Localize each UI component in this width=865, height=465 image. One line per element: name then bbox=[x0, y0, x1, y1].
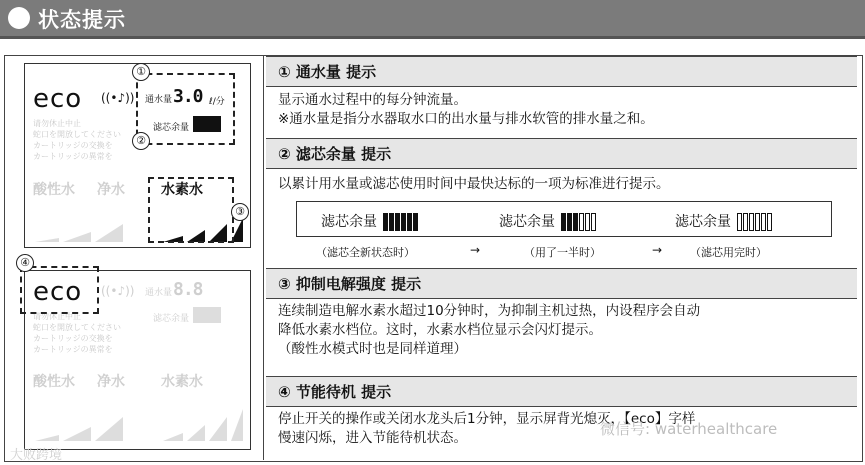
flow-label: 通水量 bbox=[145, 288, 173, 298]
filter-label: 滤芯余量 bbox=[153, 123, 190, 133]
sound-wave-icon: ((•♪)) bbox=[101, 91, 135, 105]
mode-pure-label: 净水 bbox=[97, 182, 125, 198]
flow-value: 3.0 bbox=[173, 86, 203, 107]
sound-wave-icon: ((•♪)) bbox=[101, 284, 135, 298]
section-2-title: ② 滤芯余量 提示 bbox=[278, 145, 392, 163]
filter-bar-segment bbox=[573, 213, 578, 231]
caption-empty: （滤芯用完时） bbox=[690, 246, 767, 259]
mode-hydrogen-label: 水素水 bbox=[161, 182, 203, 198]
header-bullet-icon bbox=[8, 7, 30, 29]
filter-bar-segment bbox=[395, 213, 400, 231]
arrow-icon: → bbox=[470, 243, 481, 257]
filter-bar-segment bbox=[743, 213, 748, 231]
section-3-title-bar bbox=[266, 268, 857, 299]
callout-4: ④ bbox=[16, 254, 34, 272]
section-2-body: 以累计用水量或滤芯使用时间中最快达标的一项为标准进行提示。 bbox=[278, 176, 670, 192]
callout-box-eco bbox=[20, 266, 99, 314]
filter-bar-segment bbox=[761, 213, 766, 231]
section-1-title-bar bbox=[266, 56, 857, 87]
section-1-body: 显示通水过程中的每分钟流量。 ※通水量是指分水器取水口的出水量与排水软管的排水量之和。 bbox=[278, 92, 654, 127]
section-4-body: 停止开关的操作或关闭水龙头后1分钟，显示屏背光熄灭，【eco】字样 慢速闪烁，进入节能待机状态。 bbox=[278, 411, 696, 446]
mode-pure-label: 净水 bbox=[97, 374, 125, 390]
filter-state-half: 滤芯余量 bbox=[499, 211, 597, 231]
section-title: 状态提示 bbox=[38, 8, 126, 32]
flow-label: 通水量 bbox=[145, 95, 173, 105]
flow-value: 8.8 bbox=[173, 279, 203, 300]
filter-bar-segment bbox=[591, 213, 596, 231]
notes-block: 请勿休止中止 蛇口を開放してください カートリッジの交換を カートリッジの異常を bbox=[33, 312, 121, 354]
watermark-right: 微信号: waterhealthcare bbox=[600, 420, 778, 438]
filter-bar-segment bbox=[413, 213, 418, 231]
flow-unit: ℓ/分 bbox=[209, 97, 225, 107]
filter-bar-segment bbox=[749, 213, 754, 231]
callout-1: ① bbox=[132, 63, 150, 81]
filter-bar-segment bbox=[401, 213, 406, 231]
mode-hydrogen-label: 水素水 bbox=[161, 374, 203, 390]
watermark-left: 大败跨境 bbox=[10, 448, 63, 463]
caption-half: （用了一半时） bbox=[524, 246, 601, 259]
mode-acid-label: 酸性水 bbox=[33, 374, 75, 390]
filter-bar-segment bbox=[579, 213, 584, 231]
filter-bar-segment bbox=[755, 213, 760, 231]
filter-level-block bbox=[193, 307, 221, 323]
caption-full: （滤芯全新状态时） bbox=[316, 246, 415, 259]
filter-bar-segment bbox=[383, 213, 388, 231]
filter-bar-segment bbox=[585, 213, 590, 231]
section-2-title-bar bbox=[266, 138, 857, 169]
filter-bar-segment bbox=[737, 213, 742, 231]
section-3-title: ③ 抑制电解强度 提示 bbox=[278, 275, 422, 293]
filter-label: 滤芯余量 bbox=[153, 314, 190, 324]
filter-bar-segment bbox=[561, 213, 566, 231]
section-3-body: 连续制造电解水素水超过10分钟时，为抑制主机过热，内设程序会自动 降低水素水档位。这时，水素水档位显示会闪灯提示。 （酸性水模式时也是同样道理） bbox=[278, 303, 701, 357]
column-divider bbox=[263, 56, 264, 460]
level-bars bbox=[31, 393, 246, 443]
filter-bar-segment bbox=[567, 213, 572, 231]
filter-bar-segment bbox=[767, 213, 772, 231]
callout-2: ② bbox=[132, 132, 150, 150]
eco-label: eco bbox=[33, 84, 83, 114]
eco-label: eco bbox=[33, 277, 83, 307]
callout-box-flow bbox=[136, 73, 235, 145]
filter-bar-segment bbox=[389, 213, 394, 231]
section-4-title: ④ 节能待机 提示 bbox=[278, 383, 392, 401]
callout-box-hydrogen bbox=[148, 177, 234, 243]
filter-bar-segment bbox=[407, 213, 412, 231]
section-4-title-bar bbox=[266, 376, 857, 407]
section-header bbox=[0, 0, 865, 39]
arrow-icon: → bbox=[652, 243, 663, 257]
section-1-title: ① 通水量 提示 bbox=[278, 63, 377, 81]
filter-indicator-box bbox=[296, 201, 832, 237]
filter-state-full: 滤芯余量 bbox=[321, 211, 419, 231]
callout-3: ③ bbox=[231, 203, 249, 221]
mode-acid-label: 酸性水 bbox=[33, 182, 75, 198]
filter-state-empty: 滤芯余量 bbox=[675, 211, 773, 231]
notes-block: 请勿休止中止 蛇口を開放してください カートリッジの交換を カートリッジの異常を bbox=[33, 119, 121, 161]
